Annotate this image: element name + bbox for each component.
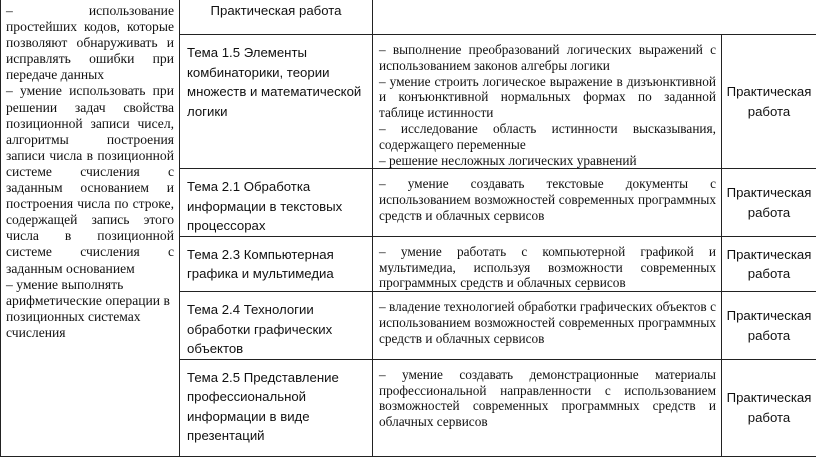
form-cell: Практическая работа bbox=[722, 169, 816, 237]
left-skill-item: – умение использовать при решении задач свойства позиционной записи чисел, алгоритмы построения записи числа в позиционной системе счисления с заданным основанием и построения числа по строке, содержащей запись этого числа в позиционной системе счисления с заданным основанием bbox=[6, 83, 174, 276]
skills-cell bbox=[373, 35, 722, 169]
form-cell: Практическая работа bbox=[722, 292, 816, 360]
skills-cell bbox=[373, 236, 722, 291]
skill-item: – умение работать с компьютерной графикой и мультимедиа, используя возможности современных программных средств и облачных сервисов bbox=[379, 244, 716, 291]
form-cell: Практическая работа bbox=[722, 236, 816, 291]
theme-cell: Тема 2.1 Обработка информации в текстовых процессорах bbox=[180, 169, 373, 237]
skill-item: – умение строить логическое выражение в дизъюнктивной и конъюнктивной нормальных формах по заданной таблице истинности bbox=[379, 74, 716, 121]
left-skill-item: – использование простейших кодов, которые позволяют обнаруживать и исправлять ошибки при передаче данных bbox=[6, 3, 174, 83]
skill-item: – умение создавать демонстрационные материалы профессиональной направленности с использованием возможностей современных программных средств и облачных сервисов bbox=[379, 367, 716, 430]
theme-cell: Тема 1.5 Элементы комбинаторики, теории множеств и математической логики bbox=[180, 35, 373, 169]
skill-item: – решение несложных логических уравнений bbox=[379, 153, 716, 169]
practical-work-header: Практическая работа bbox=[180, 0, 373, 35]
skill-item: – исследование область истинности высказывания, содержащего переменные bbox=[379, 121, 716, 153]
skill-item: – умение создавать текстовые документы с использованием возможностей современных программных средств и облачных сервисов bbox=[379, 176, 716, 223]
skills-cell bbox=[373, 169, 722, 237]
form-cell: Практическая работа bbox=[722, 35, 816, 169]
left-skills-cell bbox=[1, 0, 180, 456]
skill-item: – выполнение преобразований логических выражений с использованием законов алгебры логики bbox=[379, 42, 716, 74]
header-empty-cell bbox=[373, 0, 816, 35]
theme-cell: Тема 2.5 Представление профессиональной информации в виде презентаций bbox=[180, 359, 373, 456]
theme-cell: Тема 2.4 Технологии обработки графических объектов bbox=[180, 292, 373, 360]
form-cell: Практическая работа bbox=[722, 359, 816, 456]
skill-item: – владение технологией обработки графических объектов с использованием возможностей современных программных средств и облачных сервисов bbox=[379, 299, 716, 346]
theme-cell: Тема 2.3 Компьютерная графика и мультимедиа bbox=[180, 236, 373, 291]
skills-cell bbox=[373, 359, 722, 456]
left-skill-item: – умение выполнять арифметические операции в позиционных системах счисления bbox=[6, 277, 174, 341]
table-header-row bbox=[1, 0, 816, 35]
skills-cell bbox=[373, 292, 722, 360]
